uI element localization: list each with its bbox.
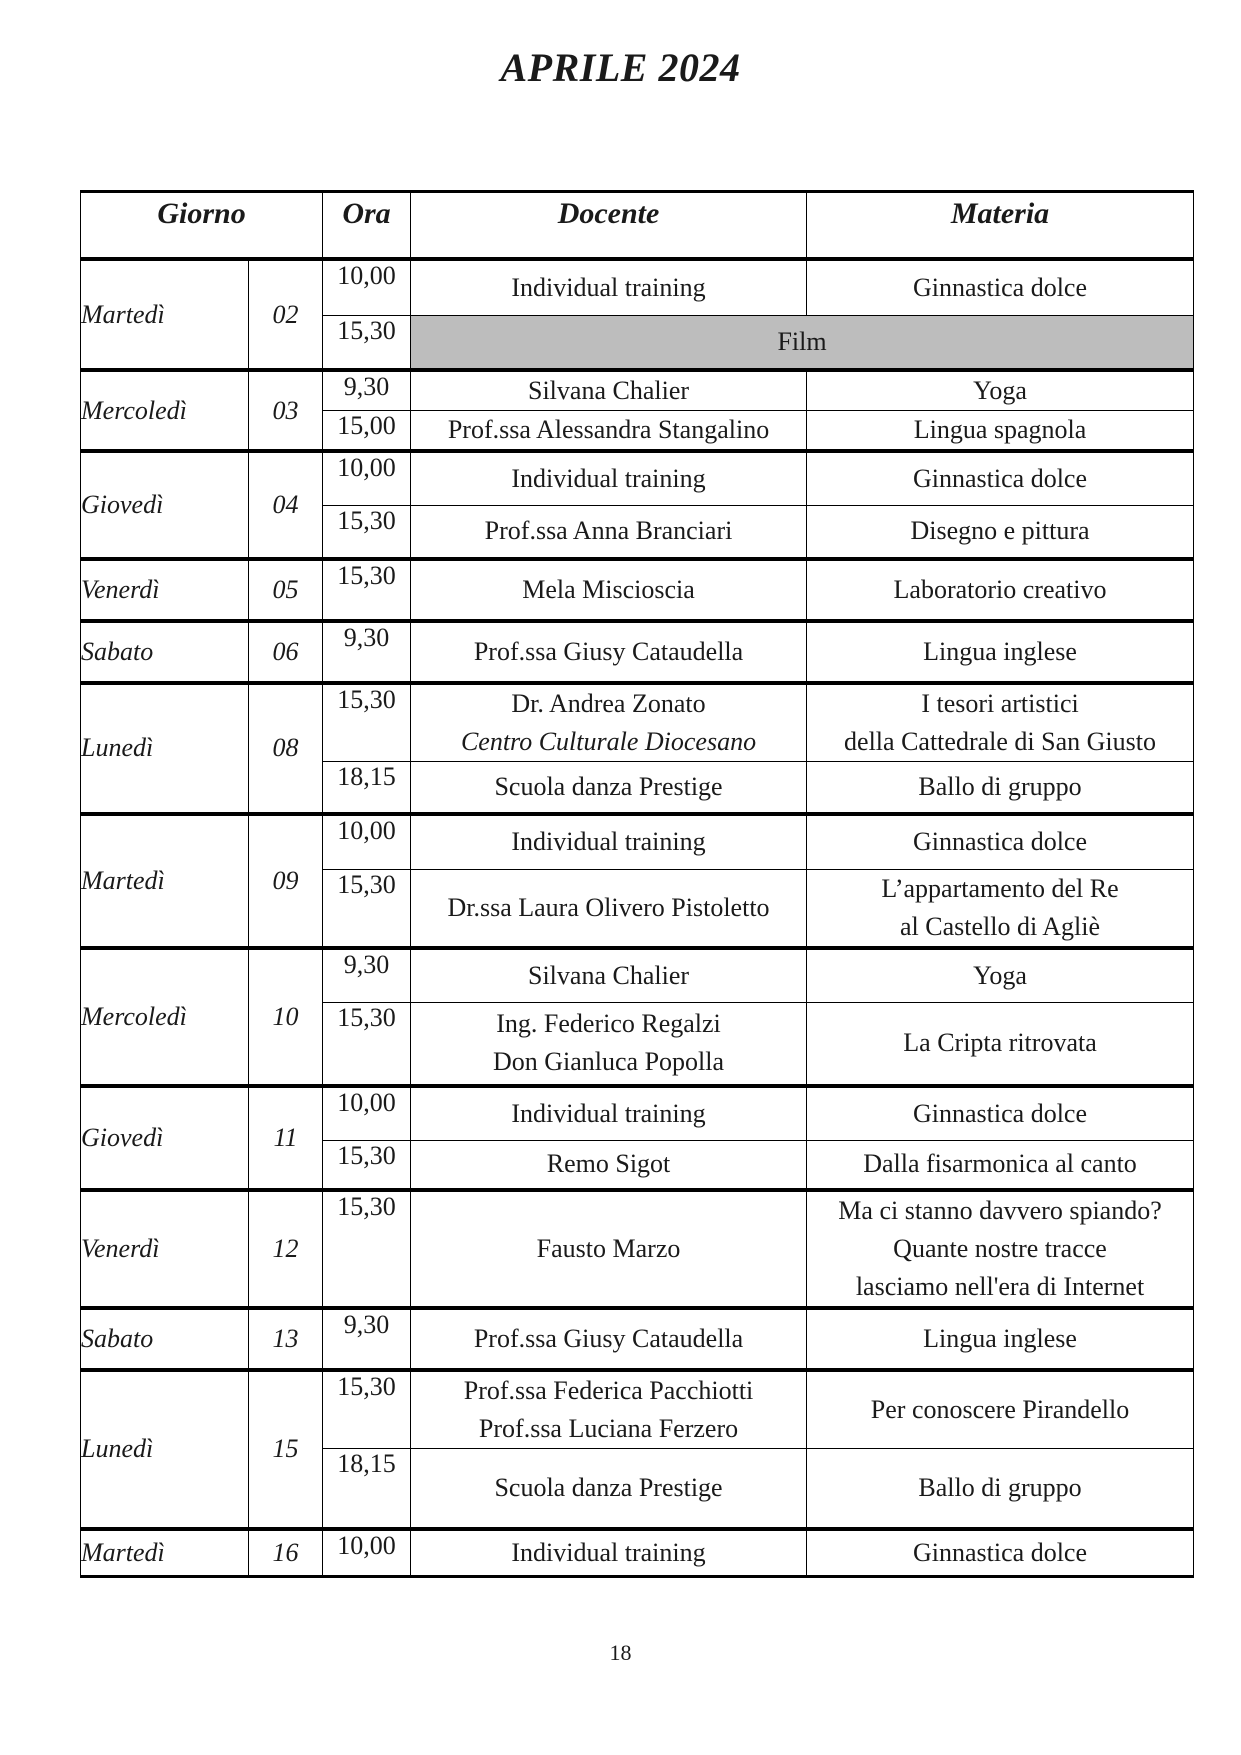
day-block <box>81 1190 1194 1308</box>
materia-line: Lingua inglese <box>923 1324 1077 1353</box>
header-docente: Docente <box>411 192 807 260</box>
day-number: 09 <box>249 814 323 949</box>
table-row <box>81 1190 1194 1308</box>
materia-cell <box>807 451 1194 505</box>
materia-cell <box>807 1308 1194 1370</box>
day-name: Venerdì <box>81 1190 249 1308</box>
time-cell: 15,00 <box>323 411 411 452</box>
docente-cell <box>411 259 807 315</box>
docente-cell <box>411 559 807 621</box>
materia-cell <box>807 762 1194 814</box>
docente-cell <box>411 1190 807 1308</box>
time-cell: 10,00 <box>323 451 411 505</box>
docente-cell <box>411 621 807 683</box>
time-cell: 15,30 <box>323 1140 411 1190</box>
time-cell: 15,30 <box>323 683 411 762</box>
day-number: 06 <box>249 621 323 683</box>
day-number: 08 <box>249 683 323 814</box>
docente-cell <box>411 1308 807 1370</box>
time-cell: 15,30 <box>323 1370 411 1449</box>
day-name: Sabato <box>81 1308 249 1370</box>
materia-cell <box>807 1190 1194 1308</box>
materia-line: Lingua spagnola <box>913 415 1087 444</box>
docente-line: Dr.ssa Laura Olivero Pistoletto <box>447 893 770 922</box>
docente-cell <box>411 1086 807 1140</box>
materia-line: Ballo di gruppo <box>918 771 1082 801</box>
film-cell: Film <box>411 315 1194 370</box>
docente-line: Silvana Chalier <box>528 960 690 990</box>
docente-line: Prof.ssa Alessandra Stangalino <box>447 415 770 444</box>
day-block <box>81 451 1194 559</box>
time-cell: 10,00 <box>323 1529 411 1577</box>
day-number: 11 <box>249 1086 323 1190</box>
day-block <box>81 948 1194 1086</box>
day-number: 13 <box>249 1308 323 1370</box>
table-row <box>81 370 1194 411</box>
materia-line: Lingua inglese <box>923 637 1077 666</box>
docente-cell <box>411 948 807 1002</box>
docente-line: Fausto Marzo <box>536 1234 681 1263</box>
time-cell: 15,30 <box>323 505 411 559</box>
materia-cell <box>807 683 1194 762</box>
time-cell: 10,00 <box>323 259 411 315</box>
table-row <box>81 621 1194 683</box>
materia-cell <box>807 814 1194 870</box>
docente-line: Individual training <box>511 1098 706 1128</box>
day-number: 04 <box>249 451 323 559</box>
table-row <box>81 1308 1194 1370</box>
day-block <box>81 1529 1194 1577</box>
materia-cell <box>807 870 1194 949</box>
time-cell: 10,00 <box>323 1086 411 1140</box>
day-name: Sabato <box>81 621 249 683</box>
docente-cell <box>411 762 807 814</box>
table-row <box>81 948 1194 1002</box>
day-name: Venerdì <box>81 559 249 621</box>
materia-cell <box>807 411 1194 452</box>
materia-line: Dalla fisarmonica al canto <box>863 1149 1137 1179</box>
table-row <box>81 1370 1194 1449</box>
materia-cell <box>807 1002 1194 1086</box>
day-number: 16 <box>249 1529 323 1577</box>
day-name: Mercoledì <box>81 370 249 451</box>
page-title: APRILE 2024 <box>500 45 741 90</box>
materia-cell <box>807 948 1194 1002</box>
docente-cell <box>411 451 807 505</box>
materia-line: Yoga <box>973 376 1027 405</box>
docente-line: Don Gianluca Popolla <box>492 1047 725 1077</box>
day-name: Martedì <box>81 1529 249 1577</box>
materia-line: Laboratorio creativo <box>893 575 1107 604</box>
day-number: 12 <box>249 1190 323 1308</box>
docente-line: Prof.ssa Federica Pacchiotti <box>463 1376 754 1405</box>
time-cell: 15,30 <box>323 1002 411 1086</box>
table-row <box>81 683 1194 762</box>
materia-cell <box>807 1086 1194 1140</box>
day-block <box>81 1370 1194 1529</box>
header-ora: Ora <box>323 192 411 260</box>
materia-line: Yoga <box>973 960 1027 990</box>
time-cell: 15,30 <box>323 559 411 621</box>
docente-line: Individual training <box>511 1537 706 1567</box>
materia-cell <box>807 370 1194 411</box>
day-number: 10 <box>249 948 323 1086</box>
header-giorno: Giorno <box>81 192 323 260</box>
time-cell: 18,15 <box>323 1449 411 1529</box>
time-cell: 9,30 <box>323 1308 411 1370</box>
day-name: Martedì <box>81 814 249 949</box>
table-row <box>81 451 1194 505</box>
time-cell: 18,15 <box>323 762 411 814</box>
materia-line: Ginnastica dolce <box>913 827 1088 857</box>
docente-line: Silvana Chalier <box>528 376 690 405</box>
time-cell: 9,30 <box>323 948 411 1002</box>
docente-line: Individual training <box>511 463 706 493</box>
materia-line: I tesori artistici <box>921 689 1079 718</box>
docente-line: Scuola danza Prestige <box>494 1472 723 1502</box>
day-name: Giovedì <box>81 1086 249 1190</box>
materia-line: Ballo di gruppo <box>918 1472 1082 1502</box>
day-block <box>81 621 1194 683</box>
table-row <box>81 259 1194 315</box>
docente-cell <box>411 411 807 452</box>
docente-cell <box>411 1449 807 1529</box>
docente-line: Prof.ssa Giusy Cataudella <box>473 1324 744 1353</box>
docente-line: Dr. Andrea Zonato <box>511 689 706 718</box>
materia-cell <box>807 1370 1194 1449</box>
docente-line: Scuola danza Prestige <box>494 771 723 801</box>
table-row <box>81 1529 1194 1577</box>
materia-line: L’appartamento del Re <box>881 874 1119 903</box>
day-number: 15 <box>249 1370 323 1529</box>
materia-line: Ginnastica dolce <box>913 1537 1088 1567</box>
day-block <box>81 370 1194 451</box>
time-cell: 9,30 <box>323 370 411 411</box>
table-row <box>81 814 1194 870</box>
day-number: 05 <box>249 559 323 621</box>
day-block <box>81 559 1194 621</box>
docente-cell <box>411 1002 807 1086</box>
docente-cell <box>411 370 807 411</box>
header-materia: Materia <box>807 192 1194 260</box>
materia-line: Quante nostre tracce <box>893 1234 1107 1263</box>
day-block <box>81 1086 1194 1190</box>
materia-cell <box>807 1449 1194 1529</box>
docente-line: Ing. Federico Regalzi <box>496 1009 721 1039</box>
materia-line: della Cattedrale di San Giusto <box>844 727 1156 756</box>
schedule-table <box>80 190 1194 1578</box>
materia-line: Ginnastica dolce <box>913 463 1088 493</box>
docente-cell <box>411 505 807 559</box>
page-number: 18 <box>609 1640 632 1665</box>
day-name: Mercoledì <box>81 948 249 1086</box>
docente-cell <box>411 683 807 762</box>
materia-cell <box>807 621 1194 683</box>
docente-line: Individual training <box>511 272 706 302</box>
day-name: Giovedì <box>81 451 249 559</box>
header-row <box>81 192 1194 260</box>
materia-cell <box>807 259 1194 315</box>
table-row <box>81 559 1194 621</box>
day-block <box>81 814 1194 949</box>
docente-line: Mela Miscioscia <box>522 575 695 604</box>
docente-cell <box>411 814 807 870</box>
materia-line: Ginnastica dolce <box>913 272 1088 302</box>
materia-line: lasciamo nell'era di Internet <box>855 1272 1145 1301</box>
materia-line: al Castello di Agliè <box>900 912 1101 941</box>
materia-line: Ginnastica dolce <box>913 1098 1088 1128</box>
time-cell: 15,30 <box>323 1190 411 1308</box>
materia-line: La Cripta ritrovata <box>903 1028 1097 1058</box>
day-block <box>81 1308 1194 1370</box>
docente-line: Individual training <box>511 827 706 857</box>
docente-line: Centro Culturale Diocesano <box>460 727 757 756</box>
day-block <box>81 259 1194 370</box>
time-cell: 9,30 <box>323 621 411 683</box>
materia-line: Ma ci stanno davvero spiando? <box>838 1196 1162 1225</box>
day-name: Lunedì <box>81 683 249 814</box>
docente-line: Prof.ssa Luciana Ferzero <box>478 1414 739 1443</box>
day-name: Martedì <box>81 259 249 370</box>
materia-line: Per conoscere Pirandello <box>870 1395 1130 1424</box>
day-number: 03 <box>249 370 323 451</box>
time-cell: 15,30 <box>323 315 411 370</box>
time-cell: 15,30 <box>323 870 411 949</box>
docente-cell <box>411 1370 807 1449</box>
materia-line: Disegno e pittura <box>910 516 1090 546</box>
day-name: Lunedì <box>81 1370 249 1529</box>
table-row <box>81 1086 1194 1140</box>
docente-line: Prof.ssa Giusy Cataudella <box>473 637 744 666</box>
docente-cell <box>411 1140 807 1190</box>
day-number: 02 <box>249 259 323 370</box>
day-block <box>81 683 1194 814</box>
materia-cell <box>807 559 1194 621</box>
materia-cell <box>807 505 1194 559</box>
time-cell: 10,00 <box>323 814 411 870</box>
docente-line: Prof.ssa Anna Branciari <box>484 516 733 546</box>
materia-cell <box>807 1529 1194 1577</box>
docente-line: Remo Sigot <box>546 1149 671 1179</box>
docente-cell <box>411 870 807 949</box>
materia-cell <box>807 1140 1194 1190</box>
docente-cell <box>411 1529 807 1577</box>
